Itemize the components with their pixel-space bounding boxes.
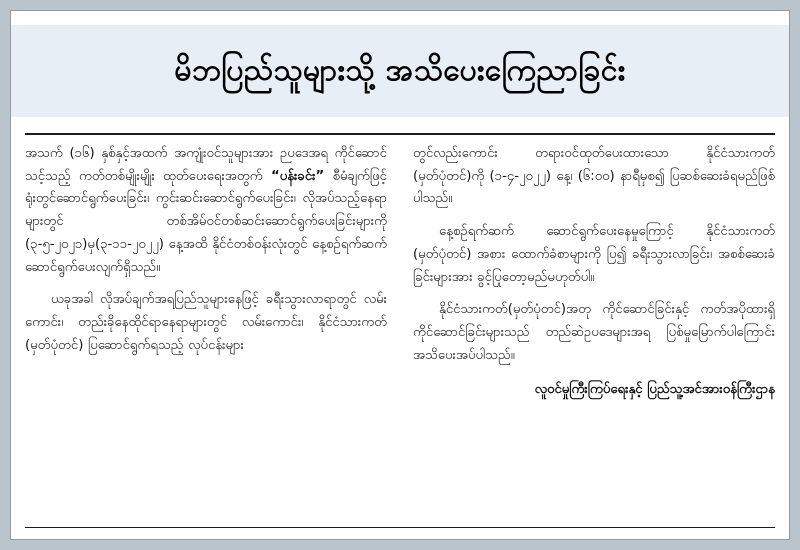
footer-divider-rule (25, 527, 775, 528)
body-text: ယခုအခါ လိုအပ်ချက်အရပြည်သူများနေဖြင့် ခရီးသွားလာရာတွင် လမ်းကောင်း၊ တည်းခိုနေထိုင်ရာနေရာများတွင် လမ်းကောင်း၊ နိုင်ငံသားကတ် (မှတ်ပုံတင်) ပြဆောင်ရွက်ရသည့် လုပ်ငန်းများ (25, 292, 387, 353)
right-column (413, 143, 775, 519)
body-text: နေ့စဉ်ရက်ဆက် ဆောင်ရွက်ပေးနေမှုကြောင့် နိုင်ငံသားကတ် (မှတ်ပုံတင်) အစား ထောက်ခံစာများကို ပြ၍ ခရီးသွားလာခြင်း၊ အစစ်ဆေးခံခြင်းများအား ခွင့်ပြုတော့မည်မဟုတ်ပါ။ (413, 224, 775, 285)
paragraph (413, 221, 775, 289)
paragraph (413, 143, 775, 211)
header-divider-rule (25, 133, 775, 135)
left-column (25, 143, 387, 519)
announcement-header-band (11, 25, 789, 117)
body-text: တွင်လည်းကောင်း တရားဝင်ထုတ်ပေးထားသော နိုင်ငံသားကတ် (မှတ်ပုံတင်)ကို (၁-၄-၂၀၂၂) နေ့၊ (၆:၀၀) နာရီမှစ၍ ပြဆစ်ဆေးခံရမည်ဖြစ်ပါသည်။ (413, 146, 775, 207)
body-text: အသက် (၁၆) နှစ်နှင့်အထက် အကျုံးဝင်သူများအား ဉပဒေအရ ကိုင်ဆောင်သင့်သည့် ကတ်တစ်မျိုးမျိုး ထုတ်ပေးရေးအတွက် (25, 146, 387, 184)
ministry-signature: လူဝင်မှုကြီးကြပ်ရေးနှင့် ပြည်သူ့အင်အားဝန်ကြီးဌာန (534, 382, 775, 398)
page-title: မိဘပြည်သူများသို့ အသိပေးကြေညာခြင်း (174, 53, 626, 88)
paragraph (25, 143, 387, 279)
document-page (10, 10, 790, 540)
article-columns (25, 143, 775, 519)
paragraph (413, 299, 775, 367)
paragraph (25, 289, 387, 357)
body-text: စီမံချက်ဖြင့် ရုံးတွင်ဆောင်ရွက်ပေးခြင်း၊ ကွင်းဆင်းဆောင်ရွက်ပေးခြင်း၊ လိုအပ်သည့်နေရာများတွင် တစ်အိမ်ဝင်တစ်ဆင်းဆောင်ရွက်ပေးခြင်းများကို (၃-၅-၂၀၂၁)မှ(၃-၁၁-၂၀၂၂) နေ့အထိ နိုင်ငံတစ်ဝန်းလုံးတွင် နေ့စဉ်ရက်ဆက် ဆောင်ရွက်ပေးလျက်ရှိသည်။ (25, 168, 387, 275)
body-text: နိုင်ငံသားကတ်(မှတ်ပုံတင်)အတု ကိုင်ဆောင်ခြင်းနှင့် ကတ်အပိုထားရှိကိုင်ဆောင်ခြင်းများသည် တည်ဆဲဥပဒေများအရ ပြစ်မှုမြောက်ပါကြောင်း အသိပေးအပ်ပါသည်။ (413, 302, 775, 363)
emphasized-text: “ပန်းခင်း” (271, 168, 325, 184)
